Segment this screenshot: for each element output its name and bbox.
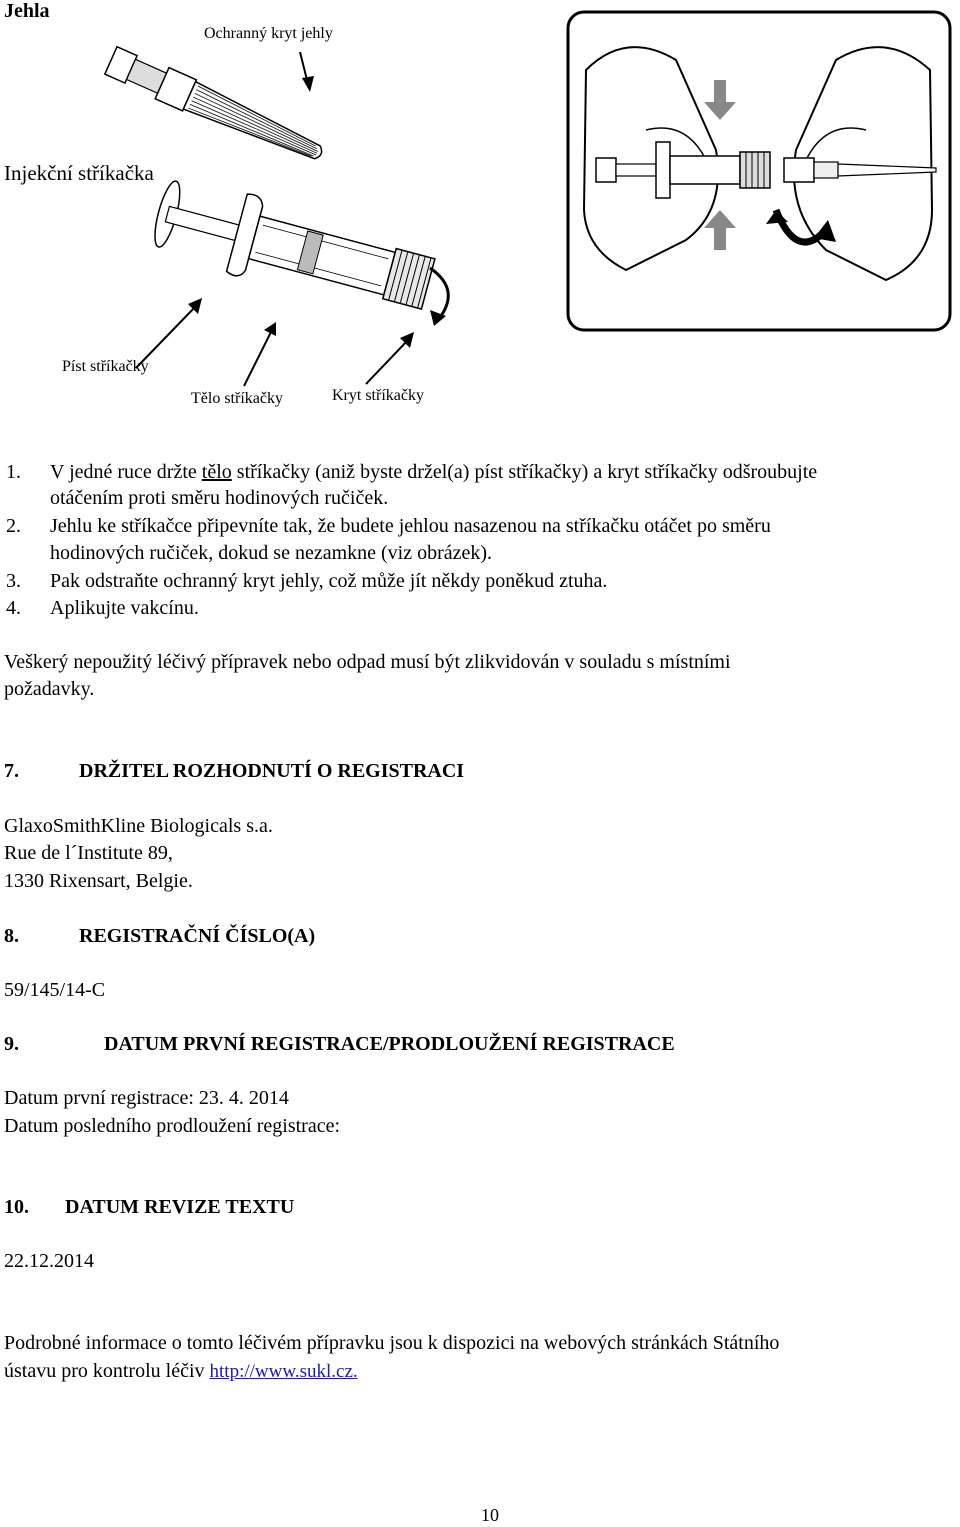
instruction-text: V jedné ruce držte [50,461,202,483]
info-text-line2 [4,1360,358,1383]
instruction-text: Pak odstraňte ochranný kryt jehly, což může jít někdy poněkud ztuha. [50,570,608,592]
instruction-item-2-line2: hodinových ručiček, dokud se nezamkne (viz obrázek). [50,542,493,564]
instruction-number: 3. [6,570,21,592]
plunger-label: Píst stříkačky [62,358,149,375]
section-9-title: DATUM PRVNÍ REGISTRACE/PRODLOUŽENÍ REGISTRACE [104,1033,675,1055]
instruction-text: Aplikujte vakcínu. [50,597,199,619]
instruction-text: stříkačky (aniž byste držel(a) píst stříkačky) a kryt stříkačky odšroubujte [231,461,818,483]
figure-title-needle: Jehla [4,0,50,22]
instruction-item-3 [0,570,960,600]
barrel-label: Tělo stříkačky [191,390,283,407]
needle-illustration [0,0,480,150]
disposal-text-line2: požadavky. [4,678,95,700]
holder-city: 1330 Rixensart, Belgie. [4,870,193,892]
hands-illustration [566,10,952,332]
syringe-heading: Injekční stříkačka [4,161,154,185]
instruction-item-4 [0,597,960,627]
section-10-number: 10. [4,1196,29,1218]
disposal-text-line1: Veškerý nepoužitý léčivý přípravek nebo odpad musí být zlikvidován v souladu s místními [4,651,731,673]
section-7-title: DRŽITEL ROZHODNUTÍ O REGISTRACI [79,760,465,782]
info-text-prefix: ústavu pro kontrolu léčiv [4,1360,210,1382]
registration-number: 59/145/14-C [4,979,106,1001]
section-8-title: REGISTRAČNÍ ČÍSLO(A) [79,925,316,947]
instruction-item-1-line2: otáčením proti směru hodinových ručiček. [50,487,389,509]
needle-cap-label: Ochranný kryt jehly [204,25,333,42]
sukl-link[interactable]: http://www.sukl.cz. [209,1361,358,1382]
instruction-number: 4. [6,597,21,619]
section-7-number: 7. [4,760,19,782]
revision-date: 22.12.2014 [4,1250,94,1272]
page-number: 10 [481,1505,499,1525]
instruction-text: Jehlu ke stříkačce připevníte tak, že budete jehlou nasazenou na stříkačku otáčet po směru [50,515,771,537]
section-8-number: 8. [4,925,19,947]
info-text-line1: Podrobné informace o tomto léčivém přípravku jsou k dispozici na webových stránkách Státního [4,1332,780,1354]
instruction-underlined-word: tělo [201,461,232,483]
holder-name: GlaxoSmithKline Biologicals s.a. [4,815,273,837]
renewal-date: Datum posledního prodloužení registrace: [4,1115,341,1137]
cap-label: Kryt stříkačky [332,387,424,404]
syringe-illustration [0,190,480,350]
first-registration-date: Datum první registrace: 23. 4. 2014 [4,1087,289,1109]
section-10-title: DATUM REVIZE TEXTU [65,1196,295,1218]
instruction-number: 1. [6,461,21,483]
instruction-item-2 [0,515,960,545]
section-9-number: 9. [4,1033,19,1055]
holder-street: Rue de l´Institute 89, [4,842,173,864]
instruction-number: 2. [6,515,21,537]
